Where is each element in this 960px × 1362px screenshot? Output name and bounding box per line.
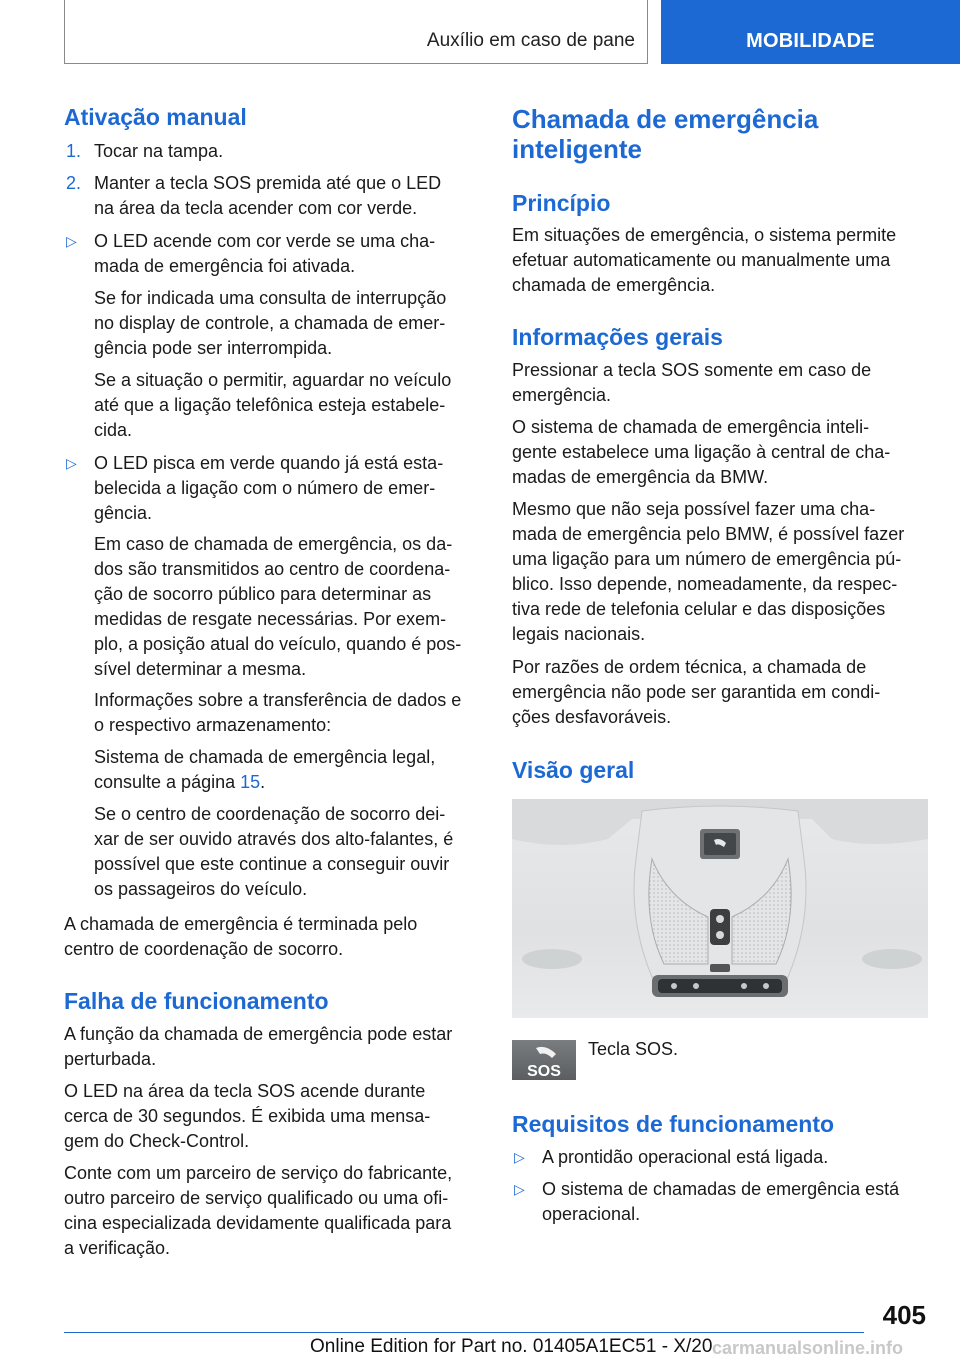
bullet-text: O LED pisca em verde quando já está esta- belecida a ligação com o número de emer- gência. — [94, 453, 444, 523]
triangle-right-icon: ▷ — [514, 1149, 525, 1165]
bullet-paragraph: Informações sobre a transferência de dados e o respectivo armazenamento: — [94, 690, 462, 735]
bullet-paragraph: Sistema de chamada de emergência legal, consulte a página 15. — [94, 747, 436, 792]
sos-phone-icon — [512, 1040, 576, 1080]
failure-paragraph: Conte com um parceiro de serviço do fabricante, outro parceiro de serviço qualificado ou uma ofi- cina especializada devidamente qualificada para a verificação. — [64, 1163, 453, 1258]
header-chapter-label: MOBILIDADE — [746, 30, 875, 52]
sos-icon-label: SOS — [527, 1063, 561, 1080]
principle-heading: Princípio — [512, 190, 611, 216]
section-title: Chamada de emergência inteligente — [512, 104, 819, 164]
sos-caption: Tecla SOS. — [588, 1039, 679, 1059]
step-text: Manter a tecla SOS premida até que o LED na área da tecla acender com cor verde. — [94, 173, 442, 218]
step-text: Tocar na tampa. — [94, 141, 224, 161]
triangle-right-icon: ▷ — [66, 233, 77, 249]
requirement-item: O sistema de chamadas de emergência está operacional. — [542, 1179, 900, 1224]
triangle-right-icon: ▷ — [66, 455, 77, 471]
info-paragraph: O sistema de chamada de emergência inteli- gente estabelece uma ligação à central de cha- madas de emergência da BMW. — [512, 417, 891, 487]
footer-rule — [64, 1332, 864, 1333]
step-number: 1. — [66, 141, 82, 161]
triangle-right-icon: ▷ — [514, 1181, 525, 1197]
failure-heading: Falha de funcionamento — [64, 988, 329, 1014]
header-section-title: Auxílio em caso de pane — [426, 30, 635, 51]
bullet-paragraph: Se o centro de coordenação de socorro dei- xar de ser ouvido através dos alto-falantes, é possível que este continue a conseguir ouvir os passageiros do veículo. — [94, 804, 454, 899]
activation-heading: Ativação manual — [64, 104, 247, 130]
failure-paragraph: O LED na área da tecla SOS acende durante cerca de 30 segundos. É exibida uma mensa- gem do Check-Control. — [64, 1081, 431, 1151]
end-paragraph: A chamada de emergência é terminada pelo centro de coordenação de socorro. — [64, 914, 418, 959]
info-paragraph: Pressionar a tecla SOS somente em caso de emergência. — [512, 360, 872, 405]
failure-paragraph: A função da chamada de emergência pode estar perturbada. — [64, 1024, 453, 1069]
bullet-paragraph: Em caso de chamada de emergência, os da- dos são transmitidos ao centro de coordena- ção de socorro público para determinar as medidas de resgate necessárias. Por exem- plo, a posição atual do veículo, quando é pos- sível determinar a mesma. — [94, 534, 462, 679]
footer-edition: Online Edition for Part no. 01405A1EC51 - X/20 — [310, 1336, 713, 1357]
header-chapter-tab — [661, 0, 960, 64]
overview-heading: Visão geral — [512, 757, 635, 783]
bullet-text: O LED acende com cor verde se uma cha- mada de emergência foi ativada. — [94, 231, 436, 276]
page-link[interactable]: 15 — [240, 772, 261, 792]
principle-paragraph: Em situações de emergência, o sistema permite efetuar automaticamente ou manualmente uma chamada de emergência. — [512, 225, 897, 295]
requirement-item: A prontidão operacional está ligada. — [542, 1147, 829, 1167]
info-paragraph: Por razões de ordem técnica, a chamada de emergência não pode ser garantida em condi- ções desfavoráveis. — [512, 657, 881, 727]
page-number: 405 — [882, 1300, 926, 1330]
step-number: 2. — [66, 173, 82, 193]
info-paragraph: Mesmo que não seja possível fazer uma cha- mada de emergência pelo BMW, é possível fazer uma ligação para um número de emergência pú- blico. Isso depende, nomeadamente, da respec- tiva rede de telefonia celular e das disposições legais nacionais. — [512, 499, 905, 644]
bullet-paragraph: Se a situação o permitir, aguardar no veículo até que a ligação telefônica esteja estabele- cida. — [94, 370, 452, 440]
bullet-paragraph: Se for indicada uma consulta de interrupção no display de controle, a chamada de emer- gência pode ser interrompida. — [94, 288, 447, 358]
requirements-heading: Requisitos de funcionamento — [512, 1111, 835, 1137]
watermark: carmanualsonline.info — [712, 1338, 904, 1358]
header-section-box — [64, 0, 648, 64]
info-heading: Informações gerais — [512, 324, 723, 350]
overhead-console-drawing — [512, 799, 928, 1018]
overhead-console-image — [512, 799, 928, 1018]
